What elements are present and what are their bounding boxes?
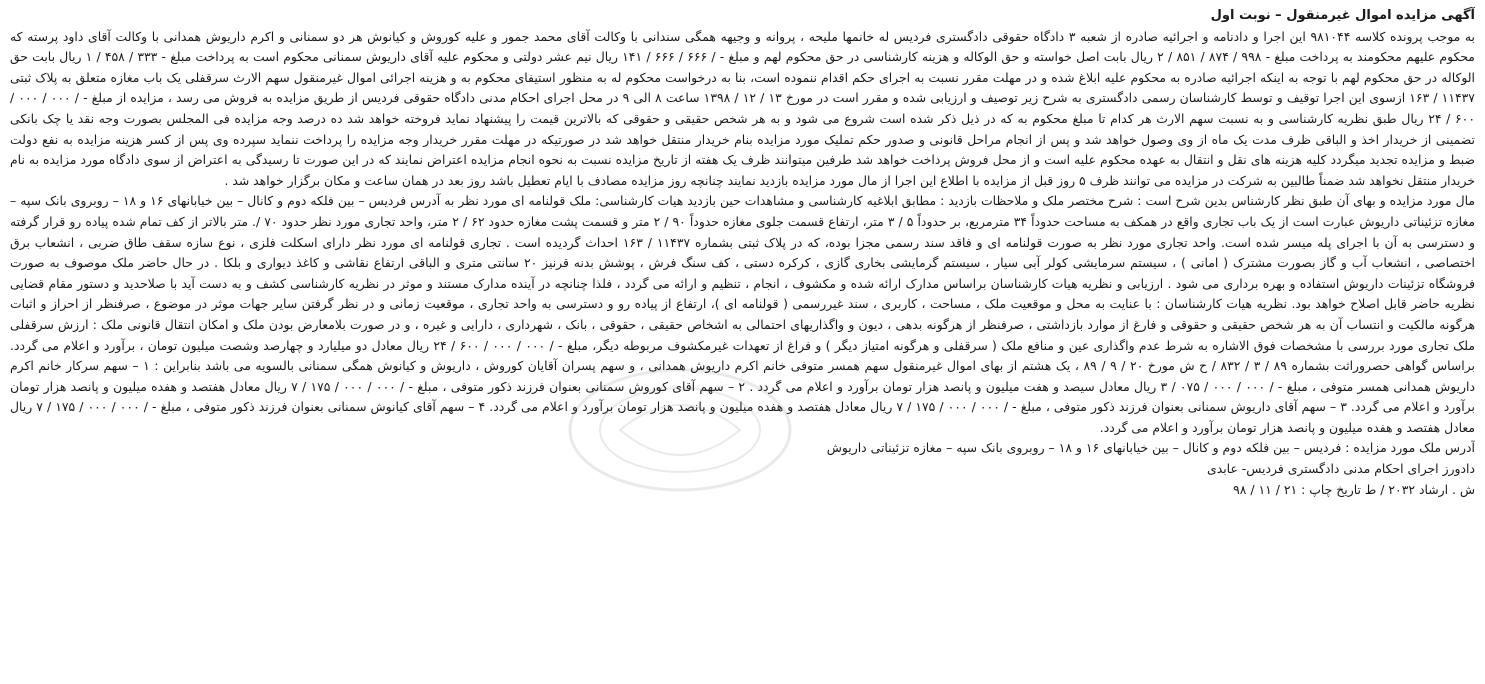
- notice-title: آگهی مزایده اموال غیرمنقول – نوبت اول: [1210, 8, 1475, 23]
- footer-line: ش . ارشاد ۲۰۳۲ / ط تاریخ چاپ : ۲۱ / ۱۱ / ۹۸: [1233, 481, 1475, 497]
- notice-paragraph-terms: به موجب پرونده کلاسه ۹۸۱۰۴۴ این اجرا و دادنامه و اجرائیه صادره از شعبه ۳ دادگاه حقوقی دادگستری فردیس له خانمها ملیحه ، پروانه و وجیهه همگی سندانی با وکالت آقای محمد جمور و علیه کوروش و کیانوش هر دو سمنانی و اکرم داریوش همدانی با وکالت آقای داود پرسته که محکوم علیهم محکومند به پرداخت مبلغ - ۹۹۸ / ۸۷۴ / ۸۵۱ / ۲ ریال بابت اصل خواسته و حق الوکاله و هزینه کارشناسی در حق محکوم لهم و مبلغ - / ۶۶۶ / ۶۶۶ / ۱۴۱ ریال نیم عشر دولتی و محکوم علیه آقای داریوش سمنانی محکوم است به پرداخت مبلغ - ۳۳۳ / ۴۵۸ / ۱ ریال بابت حق الوکاله در حق محکوم لهم با توجه به اینکه اجرائیه صادره به محکوم علیه ابلاغ شده و در مهلت مقرر نسبت به اجرای حکم اقدام ننموده است، بنا به درخواست محکوم له به منظور استیفای محکوم به و هزینه اجرائی اموال غیرمنقول سهم الارث سرقفلی یک باب مغازه متعلق به پلاک ثبتی ۱۱۴۳۷ / ۱۶۳ ازسوی این اجرا توقیف و توسط کارشناسان رسمی دادگستری به شرح زیر توصیف و ارزیابی شده و مقرر است در مورخ ۱۳ / ۱۲ / ۱۳۹۸ ساعت ۸ الی ۹ در محل اجرای احکام مدنی دادگاه حقوقی فردیس از طریق مزایده به فروش می رسد ، مزایده از مبلغ - / ۰۰۰ / ۰۰۰ / ۶۰۰ / ۲۴ ریال طبق نظریه کارشناسی و به نسبت سهم الارث هر کدام تا مبلغ محکوم به که در ذیل ذکر شده است شروع می شود و به هر شخص حقیقی و حقوقی که بالاترین قیمت را پیشنهاد نماید فروخته خواهد شد ده درصد وجه مزایده فی المجلس بصورت وجه نقد یا چک بانکی تضمینی از خریدار اخذ و الباقی ظرف مدت یک ماه از وی وصول خواهد شد و پس از انجام مراحل قانونی و صدور حکم تملیک مورد مزایده بنام خریدار منتقل خواهد شد در صورتیکه در مهلت مقرر خریدار وجه مزایده را پرداخت ننماید سپرده وی پس از کسر هزینه مزایده به نفع دولت ضبط و مزایده تجدید میگردد کلیه هزینه های نقل و انتقال به عهده محکوم علیه است و از محل فروش پرداخت خواهد شد طرفین میتوانند ظرف یک هفته از تاریخ مزایده نسبت به نحوه انجام مزایده اعتراض نمایند که در این صورت تا رسیدگی به اعتراض از سوی دادگاه مورد مزایده به نام خریدار منتقل نخواهد شد ضمناً طالبین به شرکت در مزایده می توانند ظرف ۵ روز قبل از مزایده با اطلاع این اجرا از مال مورد مزایده بازدید نمایند چنانچه روز مزایده مصادف با ایام تعطیل باشد روز بعد در همان ساعت و مکان برگزار خواهد شد .: [10, 28, 1475, 188]
- signature-line: دادورز اجرای احکام مدنی دادگستری فردیس- عابدی: [1207, 461, 1475, 477]
- auction-notice: [10, 6, 1475, 678]
- notice-paragraph-property-description: مال مورد مزایده و بهای آن طبق نظر کارشناس بدین شرح است : شرح مختصر ملک و ملاحظات بازدید : مطابق ابلاغیه کارشناسی و مشاهدات حین بازدید هیات کارشناسی: ملک قولنامه ای مورد نظر به آدرس فردیس – بین فلکه دوم و کانال – بین خیابانهای ۱۶ و ۱۸ – روبروی بانک سپه – مغازه تزئیناتی داریوش عبارت است از یک باب تجاری واقع در همکف به مساحت حدوداً ۳۴ مترمربع، بر حدوداً ۵ / ۳ متر، ارتفاع قسمت جلوی مغازه حدوداً ۹۰ / ۲ متر و قسمت پشت مغازه حدود ۶۲ / ۲ متر، واحد تجاری مورد نظر حدود ۷۰ /. متر بالاتر از کف تمام شده پیاده رو قرار گرفته و دسترسی به آن با اجرای پله میسر شده است. واحد تجاری مورد نظر به صورت قولنامه ای و فاقد سند رسمی مجزا بوده، که در پلاک ثبتی بشماره ۱۱۴۳۷ / ۱۶۳ احداث گردیده است . تجاری قولنامه ای مورد نظر دارای اسکلت فلزی ، نوع سازه سقف طاق ضربی ، انشعاب برق اختصاصی ، انشعاب آب و گاز بصورت مشترک ( امانی ) ، سیستم سرمایشی کولر آبی سیار ، سیستم گرمایشی بخاری گازی ، کرکره دستی ، کف سنگ فرش ، پوشش بدنه قرنیز ۲۰ سانتی متری و الباقی ارتفاع نقاشی و کاغذ دیواری و بلکا . در حال حاضر ملک موصوف به صورت فروشگاه تزئینات داریوش استفاده و بهره برداری می شود . ارزیابی و نظریه هیات کارشناسان براساس مدارک ارائه شده و مکشوف ، انجام ، تنظیم و ارائه می گردد ، فلذا چنانچه در آینده مدارک مستند و موثر در نظریه کارشناسی کشف و به دست آید با صلاحدید و دستور مقام قضایی نظریه حاضر قابل اصلاح خواهد بود. نظریه هیات کارشناسان : با عنایت به محل و موقعیت ملک ، مساحت ، کاربری ، سند غیررسمی ( قولنامه ای )، ارتفاع از پیاده رو و دسترسی به واحد تجاری ، موقعیت زمانی و در نظر گرفتن سایر جهات موثر در موضوع ، صرفنظر از احراز و اثبات هرگونه مالکیت و انتساب آن به هر شخص حقیقی و حقوقی و فارغ از موارد بازداشتی ، صرفنظر از هرگونه بدهی ، دیون و واگذاریهای احتمالی به اشخاص حقیقی ، حقوقی ، بانک ، شهرداری ، دارایی و غیره ، و در صورت بلامعارض بودن ملک و امکان انتقال قانونی ملک : ارزش سرقفلی ملک تجاری مورد بررسی با مشخصات فوق الاشاره به شرط عدم واگذاری عین و منافع ملک ( سرقفلی و هرگونه امتیاز دیگر ) و فراغ از تعهدات غیرمکشوف مربوطه دیگر، مبلغ - / ۰۰۰ / ۰۰۰ / ۶۰۰ / ۲۴ ریال معادل دو میلیارد و چهارصد وشصت میلیون تومان ، برآورد و اعلام می گردد. براساس گواهی حصروراثت بشماره ۸۹ / ۳ / ۸۳۲ / ح ش مورخ ۲۰ / ۹ / ۸۹ ، یک هشتم از بهای اموال غیرمنقول سهم همسر متوفی خانم اکرم داریوش همدانی ، و سهم پسران آقایان کوروش ، داریوش و کیانوش همگی سمنانی بالسویه می باشد بنابراین : ۱ – سهم سرکار خانم اکرم داریوش همدانی همسر متوفی ، مبلغ - / ۰۰۰ / ۰۰۰ / ۰۷۵ / ۳ ریال معادل سیصد و هفت میلیون و پانصد هزار تومان برآورد و اعلام می گردد . ۲ – سهم آقای کوروش سمنانی بعنوان فرزند ذکور متوفی ، مبلغ - / ۰۰۰ / ۰۰۰ / ۱۷۵ / ۷ ریال معادل هفتصد و هفده میلیون و پانصد هزار تومان برآورد و اعلام می گردد. ۳ – سهم آقای داریوش سمنانی بعنوان فرزند ذکور متوفی ، مبلغ - / ۰۰۰ / ۰۰۰ / ۱۷۵ / ۷ ریال معادل هفتصد و هفده میلیون و پانصد هزار تومان برآورد و اعلام می گردد. ۴ – سهم آقای کیانوش سمنانی بعنوان فرزند ذکور متوفی ، مبلغ - / ۰۰۰ / ۰۰۰ / ۱۷۵ / ۷ ریال معادل هفتصد و هفده میلیون و پانصد هزار تومان برآورد و اعلام می گردد.: [10, 193, 1475, 435]
- property-address: آدرس ملک مورد مزایده : فردیس – بین فلکه دوم و کانال – بین خیابانهای ۱۶ و ۱۸ – روبروی بانک سپه – مغازه تزئیناتی داریوش: [826, 440, 1475, 456]
